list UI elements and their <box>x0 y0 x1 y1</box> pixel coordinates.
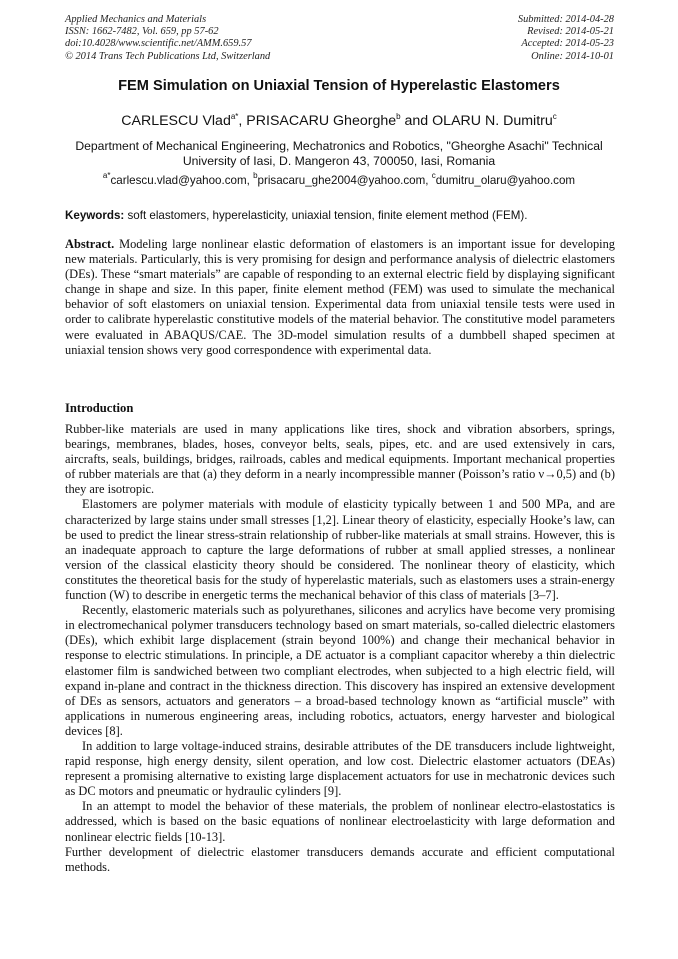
date-revised: Revised: 2014-05-21 <box>527 26 614 38</box>
keywords-text: soft elastomers, hyperelasticity, uniaxial tension, finite element method (FEM). <box>124 209 528 222</box>
paragraph: Rubber-like materials are used in many applications like tires, shock and vibration absorbers, springs, bearings, membranes, blades, hoses, conveyor belts, seals, pipes, etc. and are used extensively in cars, aircrafts, seals, buildings, bridges, railroads, cables and medical equipments. Important mechanical properties of rubber materials are that (a) they deform in a nearly incompressible manner (Poisson’s ratio ν→0,5) and (b) they are isotropic. <box>65 422 615 497</box>
section-heading-introduction: Introduction <box>65 401 134 415</box>
date-online: Online: 2014-10-01 <box>531 50 614 62</box>
author-3: OLARU N. Dumitru <box>432 113 553 129</box>
email-2-sup: b <box>253 171 258 180</box>
paragraph: Further development of dielectric elastomer transducers demands accurate and efficient computational methods. <box>65 844 615 874</box>
journal-info <box>65 14 270 63</box>
paragraph: In an attempt to model the behavior of these materials, the problem of nonlinear electro-elastostatics is addressed, which is based on the basic equations of nonlinear electroelasticity with large deformation and nonlinear electric fields [10-13]. <box>65 799 615 844</box>
journal-doi[interactable]: doi:10.4028/www.scientific.net/AMM.659.57 <box>65 38 252 50</box>
author-separator: , <box>238 113 247 129</box>
publication-dates <box>518 14 614 63</box>
author-1-sup: a* <box>230 112 239 121</box>
author-1: CARLESCU Vlad <box>121 113 231 129</box>
abstract-text: Modeling large nonlinear elastic deformation of elastomers is an important issue for developing new materials. Particularly, this is very promising for design and performance analysis of dielectric elastomers (DEs). These “smart materials” are capable of responding to an external electric field by displaying significant change in shape and size. In this paper, finite element method (FEM) was used to simulate the mechanical behavior of soft elastomers on uniaxial tension. Experimental data from uniaxial tensile tests were used in order to calibrate hyperelastic constitutive models of the material behavior. The constitutive model parameters were evaluated in ABAQUS/CAE. The 3D-model simulation results of a dumbbell shaped specimen at uniaxial tension shows very good correspondence with experimental data. <box>65 237 615 357</box>
journal-copyright: © 2014 Trans Tech Publications Ltd, Switzerland <box>65 50 271 62</box>
author-list <box>0 113 678 129</box>
author-emails <box>0 171 678 187</box>
abstract <box>65 237 615 358</box>
author-2: PRISACARU Gheorghe <box>246 113 397 129</box>
email-3[interactable]: dumitru_olaru@yahoo.com <box>435 174 576 187</box>
date-accepted: Accepted: 2014-05-23 <box>521 38 614 50</box>
journal-name: Applied Mechanics and Materials <box>65 14 207 25</box>
paper-title: FEM Simulation on Uniaxial Tension of Hyperelastic Elastomers <box>118 78 560 94</box>
journal-issn: ISSN: 1662-7482, Vol. 659, pp 57-62 <box>65 26 219 38</box>
email-1[interactable]: carlescu.vlad@yahoo.com, <box>110 174 254 187</box>
keywords <box>65 209 615 222</box>
affiliation: Department of Mechanical Engineering, Mechatronics and Robotics, "Gheorghe Asachi" Technical University of Iasi, D. Mangeron 43, 700050, Iasi, Romania <box>75 139 603 169</box>
date-submitted: Submitted: 2014-04-28 <box>517 14 614 25</box>
introduction-body <box>65 422 615 875</box>
keywords-label: Keywords: <box>65 209 125 222</box>
author-2-sup: b <box>396 112 401 121</box>
abstract-label: Abstract. <box>65 237 115 251</box>
email-2[interactable]: prisacaru_ghe2004@yahoo.com, <box>257 174 432 187</box>
paragraph: Recently, elastomeric materials such as polyurethanes, silicones and acrylics have become very promising in electromechanical polymer transducers technology based on smart materials, so-called dielectric elastomers (DEs), which exhibit large displacement (strain beyond 100%) and change their mechanical behavior in response to electric stimulations. In principle, a DE actuator is a compliant capacitor whereby a thin dielectric elastomer film is sandwiched between two compliant electrodes, when subjected to a high electric field, will expand in-plane and contract in the thickness direction. This discovery has inspired an extensive development of DEs as sensors, actuators and generators – a broad-based technology known as “artificial muscle” with applications in numerous engineering areas, including robotics, actuators, energy harvester and biological devices [8]. <box>65 603 615 738</box>
paragraph: In addition to large voltage-induced strains, desirable attributes of the DE transducers include lightweight, rapid response, high energy density, silent operation, and low cost. Dielectric elastomer actuators (DEAs) represent a promising alternative to existing large displacement actuators for use in mechatronic devices such as DC motors and pneumatic or hydraulic cylinders [9]. <box>65 738 615 799</box>
paragraph: Elastomers are polymer materials with module of elasticity typically between 1 and 500 MPa, and are characterized by large stains under small stresses [1,2]. Linear theory of elasticity, especially Hooke’s law, can be used to predict the linear stress-strain relationship of rubber-like materials at small strains. However, this is an inadequate approach to capture the large deformations of rubber at small applied stresses, a nonlinear version of the classical elasticity theory should be considered. The nonlinear theory of elasticity, which constitutes the theoretical basis for the study of hyperelastic materials, such as elastomers uses a strain-energy function (W) to describe in energetic terms the mechanical behavior of this class of materials [3–7]. <box>65 497 615 603</box>
author-3-sup: c <box>552 112 557 121</box>
author-separator: and <box>400 113 433 129</box>
email-3-sup: c <box>431 171 436 180</box>
email-1-sup: a* <box>102 171 111 180</box>
